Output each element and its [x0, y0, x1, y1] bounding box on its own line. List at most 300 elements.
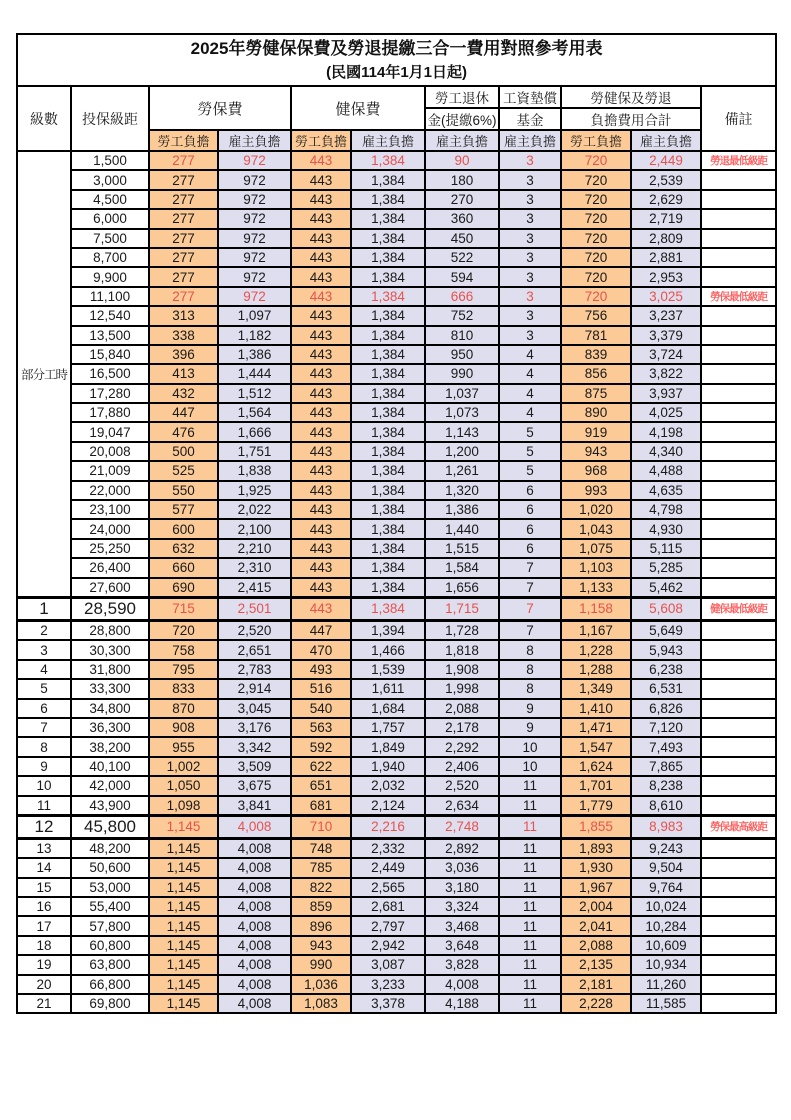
cell-health-employer: 1,384 [351, 500, 425, 519]
cell-health-worker: 443 [291, 209, 351, 228]
cell-remark [701, 403, 776, 422]
cell-labor-worker: 1,145 [149, 897, 218, 916]
cell-total-worker: 2,181 [561, 975, 631, 994]
cell-health-employer: 1,849 [351, 737, 425, 756]
cell-total-employer: 2,719 [631, 209, 701, 228]
table-row [17, 620, 776, 640]
cell-health-worker: 443 [291, 461, 351, 480]
cell-remark [701, 364, 776, 383]
cell-labor-employer: 3,176 [218, 718, 291, 737]
cell-labor-employer: 2,914 [218, 679, 291, 698]
cell-pension-employer: 3,036 [425, 858, 499, 877]
cell-health-employer: 2,332 [351, 838, 425, 858]
cell-total-employer: 5,608 [631, 597, 701, 620]
cell-total-worker: 2,228 [561, 994, 631, 1013]
cell-total-employer: 8,238 [631, 776, 701, 795]
cell-labor-employer: 972 [218, 151, 291, 170]
cell-total-worker: 756 [561, 306, 631, 325]
cell-total-employer: 10,934 [631, 955, 701, 974]
cell-remark [701, 620, 776, 640]
cell-labor-employer: 2,783 [218, 660, 291, 679]
cell-wage-fund-employer: 3 [499, 209, 561, 228]
cell-total-employer: 4,488 [631, 461, 701, 480]
cell-labor-worker: 690 [149, 578, 218, 598]
cell-labor-employer: 4,008 [218, 858, 291, 877]
cell-pension-employer: 752 [425, 306, 499, 325]
cell-health-worker: 748 [291, 838, 351, 858]
cell-labor-worker: 870 [149, 699, 218, 718]
cell-salary: 19,047 [71, 422, 149, 441]
cell-salary: 9,900 [71, 267, 149, 286]
cell-wage-fund-employer: 11 [499, 878, 561, 897]
cell-total-employer: 4,198 [631, 422, 701, 441]
subheader-health-employer: 雇主負擔 [351, 130, 425, 151]
cell-remark [701, 699, 776, 718]
cell-labor-employer: 2,651 [218, 640, 291, 659]
cell-labor-worker: 277 [149, 248, 218, 267]
cell-wage-fund-employer: 6 [499, 481, 561, 500]
cell-remark [701, 267, 776, 286]
cell-health-worker: 1,083 [291, 994, 351, 1013]
table-row [17, 858, 776, 877]
cell-health-worker: 470 [291, 640, 351, 659]
table-row [17, 718, 776, 737]
cell-wage-fund-employer: 9 [499, 718, 561, 737]
cell-pension-employer: 810 [425, 326, 499, 345]
table-row [17, 955, 776, 974]
cell-total-worker: 890 [561, 403, 631, 422]
cell-wage-fund-employer: 10 [499, 757, 561, 776]
cell-pension-employer: 270 [425, 190, 499, 209]
table-row [17, 287, 776, 306]
cell-labor-employer: 4,008 [218, 838, 291, 858]
cell-health-employer: 1,384 [351, 170, 425, 189]
cell-pension-employer: 990 [425, 364, 499, 383]
cell-labor-worker: 1,145 [149, 975, 218, 994]
cell-health-worker: 443 [291, 267, 351, 286]
cell-remark [701, 776, 776, 795]
cell-labor-employer: 1,512 [218, 384, 291, 403]
cell-health-employer: 3,087 [351, 955, 425, 974]
cell-salary: 40,100 [71, 757, 149, 776]
cell-labor-employer: 2,022 [218, 500, 291, 519]
cell-health-employer: 1,384 [351, 461, 425, 480]
cell-pension-employer: 594 [425, 267, 499, 286]
cell-remark [701, 306, 776, 325]
cell-health-employer: 2,942 [351, 936, 425, 955]
cell-labor-worker: 277 [149, 229, 218, 248]
cell-labor-worker: 500 [149, 442, 218, 461]
cell-health-worker: 443 [291, 151, 351, 170]
cell-health-employer: 2,216 [351, 815, 425, 838]
cell-labor-worker: 1,145 [149, 815, 218, 838]
cell-labor-worker: 476 [149, 422, 218, 441]
table-row [17, 916, 776, 935]
cell-salary: 66,800 [71, 975, 149, 994]
cell-level: 11 [17, 796, 71, 816]
cell-total-worker: 968 [561, 461, 631, 480]
cell-salary: 69,800 [71, 994, 149, 1013]
table-row [17, 364, 776, 383]
cell-salary: 27,600 [71, 578, 149, 598]
cell-salary: 23,100 [71, 500, 149, 519]
cell-health-employer: 1,384 [351, 403, 425, 422]
cell-remark [701, 422, 776, 441]
cell-level: 4 [17, 660, 71, 679]
cell-wage-fund-employer: 4 [499, 384, 561, 403]
cell-health-employer: 1,384 [351, 190, 425, 209]
cell-pension-employer: 1,261 [425, 461, 499, 480]
cell-health-worker: 943 [291, 936, 351, 955]
table-row [17, 267, 776, 286]
cell-salary: 42,000 [71, 776, 149, 795]
table-row [17, 500, 776, 519]
cell-total-employer: 4,930 [631, 519, 701, 538]
cell-salary: 4,500 [71, 190, 149, 209]
title-row [17, 34, 776, 86]
cell-labor-employer: 1,386 [218, 345, 291, 364]
cell-labor-employer: 2,210 [218, 539, 291, 558]
cell-salary: 26,400 [71, 558, 149, 577]
cell-remark [701, 229, 776, 248]
cell-total-employer: 10,024 [631, 897, 701, 916]
cell-level: 2 [17, 620, 71, 640]
cell-health-employer: 1,611 [351, 679, 425, 698]
cell-remark [701, 326, 776, 345]
cell-salary: 31,800 [71, 660, 149, 679]
cell-labor-employer: 1,751 [218, 442, 291, 461]
col-header-pension-line1: 勞工退休 [425, 86, 499, 108]
cell-remark [701, 955, 776, 974]
cell-labor-employer: 2,501 [218, 597, 291, 620]
cell-labor-worker: 525 [149, 461, 218, 480]
cell-health-worker: 822 [291, 878, 351, 897]
cell-health-employer: 1,539 [351, 660, 425, 679]
cell-level: 6 [17, 699, 71, 718]
cell-total-worker: 2,088 [561, 936, 631, 955]
cell-pension-employer: 2,892 [425, 838, 499, 858]
cell-remark [701, 539, 776, 558]
cell-pension-employer: 4,188 [425, 994, 499, 1013]
cell-total-worker: 1,103 [561, 558, 631, 577]
cell-labor-employer: 1,838 [218, 461, 291, 480]
cell-level: 18 [17, 936, 71, 955]
cell-remark [701, 660, 776, 679]
cell-pension-employer: 360 [425, 209, 499, 228]
cell-wage-fund-employer: 11 [499, 916, 561, 935]
table-row [17, 815, 776, 838]
table-row [17, 699, 776, 718]
cell-health-worker: 651 [291, 776, 351, 795]
cell-labor-worker: 432 [149, 384, 218, 403]
cell-total-worker: 1,043 [561, 519, 631, 538]
cell-total-worker: 875 [561, 384, 631, 403]
cell-level: 12 [17, 815, 71, 838]
cell-health-worker: 443 [291, 170, 351, 189]
table-row [17, 422, 776, 441]
cell-remark [701, 975, 776, 994]
cell-total-employer: 2,953 [631, 267, 701, 286]
cell-labor-worker: 277 [149, 190, 218, 209]
cell-health-worker: 443 [291, 500, 351, 519]
cell-pension-employer: 1,143 [425, 422, 499, 441]
cell-labor-worker: 1,145 [149, 858, 218, 877]
cell-remark [701, 578, 776, 598]
col-header-wage-fund-line2: 基金 [499, 108, 561, 130]
cell-total-worker: 720 [561, 229, 631, 248]
cell-remark: 勞保最低級距 [701, 287, 776, 306]
cell-health-employer: 2,797 [351, 916, 425, 935]
col-header-salary: 投保級距 [71, 86, 149, 151]
cell-total-employer: 5,285 [631, 558, 701, 577]
cell-labor-employer: 1,097 [218, 306, 291, 325]
cell-wage-fund-employer: 7 [499, 597, 561, 620]
cell-salary: 34,800 [71, 699, 149, 718]
cell-labor-worker: 413 [149, 364, 218, 383]
table-row [17, 975, 776, 994]
cell-health-employer: 1,384 [351, 539, 425, 558]
cell-total-employer: 10,609 [631, 936, 701, 955]
table-row [17, 679, 776, 698]
cell-remark [701, 481, 776, 500]
cell-labor-worker: 600 [149, 519, 218, 538]
cell-remark: 健保最低級距 [701, 597, 776, 620]
cell-total-worker: 720 [561, 190, 631, 209]
cell-pension-employer: 1,320 [425, 481, 499, 500]
cell-salary: 1,500 [71, 151, 149, 170]
cell-health-employer: 1,940 [351, 757, 425, 776]
cell-level: 3 [17, 640, 71, 659]
cell-remark [701, 994, 776, 1013]
col-header-total-line2: 負擔費用合計 [561, 108, 701, 130]
cell-total-employer: 5,943 [631, 640, 701, 659]
cell-salary: 28,590 [71, 597, 149, 620]
cell-labor-employer: 972 [218, 287, 291, 306]
table-row [17, 897, 776, 916]
cell-wage-fund-employer: 3 [499, 151, 561, 170]
cell-labor-worker: 277 [149, 267, 218, 286]
cell-health-employer: 2,124 [351, 796, 425, 816]
cell-pension-employer: 90 [425, 151, 499, 170]
cell-health-worker: 493 [291, 660, 351, 679]
cell-health-employer: 1,384 [351, 326, 425, 345]
cell-pension-employer: 3,648 [425, 936, 499, 955]
cell-wage-fund-employer: 11 [499, 858, 561, 877]
cell-wage-fund-employer: 3 [499, 190, 561, 209]
cell-remark [701, 461, 776, 480]
cell-wage-fund-employer: 3 [499, 170, 561, 189]
cell-labor-worker: 908 [149, 718, 218, 737]
cell-health-employer: 1,384 [351, 597, 425, 620]
cell-wage-fund-employer: 11 [499, 776, 561, 795]
cell-health-worker: 443 [291, 364, 351, 383]
cell-labor-employer: 3,509 [218, 757, 291, 776]
subheader-labor-employer: 雇主負擔 [218, 130, 291, 151]
cell-health-employer: 2,449 [351, 858, 425, 877]
table-row [17, 442, 776, 461]
cell-total-worker: 1,158 [561, 597, 631, 620]
cell-health-employer: 2,681 [351, 897, 425, 916]
cell-labor-employer: 972 [218, 248, 291, 267]
cell-total-employer: 11,260 [631, 975, 701, 994]
cell-labor-worker: 277 [149, 151, 218, 170]
cell-health-employer: 1,384 [351, 442, 425, 461]
cell-wage-fund-employer: 3 [499, 229, 561, 248]
cell-labor-employer: 972 [218, 190, 291, 209]
cell-level: 13 [17, 838, 71, 858]
cell-health-employer: 1,757 [351, 718, 425, 737]
cell-remark [701, 248, 776, 267]
cell-salary: 50,600 [71, 858, 149, 877]
cell-labor-worker: 277 [149, 287, 218, 306]
cell-salary: 16,500 [71, 364, 149, 383]
cell-total-employer: 8,610 [631, 796, 701, 816]
cell-health-employer: 2,565 [351, 878, 425, 897]
cell-total-employer: 5,462 [631, 578, 701, 598]
cell-wage-fund-employer: 3 [499, 287, 561, 306]
cell-remark [701, 209, 776, 228]
cell-level: 16 [17, 897, 71, 916]
cell-labor-employer: 972 [218, 267, 291, 286]
cell-wage-fund-employer: 5 [499, 461, 561, 480]
cell-health-employer: 1,394 [351, 620, 425, 640]
cell-pension-employer: 1,200 [425, 442, 499, 461]
cell-salary: 17,880 [71, 403, 149, 422]
cell-labor-worker: 632 [149, 539, 218, 558]
cell-total-worker: 781 [561, 326, 631, 345]
cell-total-worker: 1,410 [561, 699, 631, 718]
cell-total-worker: 1,930 [561, 858, 631, 877]
cell-pension-employer: 2,634 [425, 796, 499, 816]
cell-total-employer: 3,822 [631, 364, 701, 383]
cell-wage-fund-employer: 11 [499, 838, 561, 858]
cell-labor-worker: 313 [149, 306, 218, 325]
cell-level: 8 [17, 737, 71, 756]
cell-salary: 45,800 [71, 815, 149, 838]
cell-labor-worker: 277 [149, 209, 218, 228]
cell-remark: 勞退最低級距 [701, 151, 776, 170]
cell-remark: 勞保最高級距 [701, 815, 776, 838]
cell-total-employer: 7,120 [631, 718, 701, 737]
cell-health-worker: 443 [291, 306, 351, 325]
cell-labor-worker: 1,145 [149, 878, 218, 897]
cell-remark [701, 170, 776, 189]
cell-total-employer: 3,379 [631, 326, 701, 345]
col-header-wage-fund-line1: 工資墊償 [499, 86, 561, 108]
cell-level: 21 [17, 994, 71, 1013]
cell-labor-employer: 4,008 [218, 936, 291, 955]
cell-pension-employer: 1,656 [425, 578, 499, 598]
cell-labor-employer: 3,675 [218, 776, 291, 795]
cell-total-employer: 4,340 [631, 442, 701, 461]
cell-pension-employer: 1,037 [425, 384, 499, 403]
cell-labor-employer: 4,008 [218, 815, 291, 838]
table-row [17, 326, 776, 345]
cell-health-worker: 540 [291, 699, 351, 718]
cell-total-employer: 5,115 [631, 539, 701, 558]
cell-remark [701, 442, 776, 461]
table-row [17, 151, 776, 170]
cell-pension-employer: 950 [425, 345, 499, 364]
cell-wage-fund-employer: 9 [499, 699, 561, 718]
cell-health-worker: 785 [291, 858, 351, 877]
cell-labor-worker: 758 [149, 640, 218, 659]
cell-health-employer: 1,384 [351, 578, 425, 598]
cell-pension-employer: 4,008 [425, 975, 499, 994]
cell-health-worker: 443 [291, 481, 351, 500]
cell-remark [701, 718, 776, 737]
table-row [17, 539, 776, 558]
cell-remark [701, 757, 776, 776]
cell-salary: 8,700 [71, 248, 149, 267]
cell-wage-fund-employer: 8 [499, 660, 561, 679]
cell-labor-employer: 1,925 [218, 481, 291, 500]
cell-remark [701, 838, 776, 858]
cell-wage-fund-employer: 11 [499, 955, 561, 974]
table-row [17, 597, 776, 620]
cell-health-worker: 710 [291, 815, 351, 838]
cell-health-employer: 1,384 [351, 422, 425, 441]
table-body [17, 151, 776, 1013]
cell-labor-worker: 1,145 [149, 916, 218, 935]
cell-wage-fund-employer: 3 [499, 248, 561, 267]
table-row [17, 170, 776, 189]
cell-total-employer: 8,983 [631, 815, 701, 838]
cell-health-worker: 443 [291, 248, 351, 267]
cell-wage-fund-employer: 7 [499, 578, 561, 598]
cell-wage-fund-employer: 8 [499, 679, 561, 698]
cell-health-worker: 1,036 [291, 975, 351, 994]
cell-salary: 21,009 [71, 461, 149, 480]
cell-total-worker: 1,701 [561, 776, 631, 795]
cell-pension-employer: 666 [425, 287, 499, 306]
cell-total-worker: 720 [561, 209, 631, 228]
cell-health-worker: 447 [291, 620, 351, 640]
cell-pension-employer: 1,386 [425, 500, 499, 519]
cell-pension-employer: 3,180 [425, 878, 499, 897]
cell-health-employer: 1,384 [351, 267, 425, 286]
cell-pension-employer: 2,748 [425, 815, 499, 838]
cell-remark [701, 500, 776, 519]
cell-health-worker: 443 [291, 287, 351, 306]
cell-total-worker: 1,624 [561, 757, 631, 776]
table-row [17, 306, 776, 325]
table-row [17, 190, 776, 209]
table-row [17, 481, 776, 500]
cell-wage-fund-employer: 4 [499, 403, 561, 422]
cell-total-worker: 1,288 [561, 660, 631, 679]
cell-salary: 30,300 [71, 640, 149, 659]
cell-level: 14 [17, 858, 71, 877]
cell-pension-employer: 2,178 [425, 718, 499, 737]
cell-pension-employer: 1,908 [425, 660, 499, 679]
cell-health-worker: 443 [291, 403, 351, 422]
cell-total-employer: 2,809 [631, 229, 701, 248]
cell-pension-employer: 180 [425, 170, 499, 189]
cell-labor-employer: 4,008 [218, 878, 291, 897]
cell-salary: 11,100 [71, 287, 149, 306]
cell-total-worker: 1,547 [561, 737, 631, 756]
cell-health-worker: 681 [291, 796, 351, 816]
cell-pension-employer: 2,406 [425, 757, 499, 776]
cell-total-employer: 10,284 [631, 916, 701, 935]
cell-health-employer: 1,384 [351, 248, 425, 267]
cell-labor-worker: 338 [149, 326, 218, 345]
cell-level: 15 [17, 878, 71, 897]
cell-labor-employer: 1,564 [218, 403, 291, 422]
cell-labor-worker: 955 [149, 737, 218, 756]
cell-total-worker: 720 [561, 248, 631, 267]
